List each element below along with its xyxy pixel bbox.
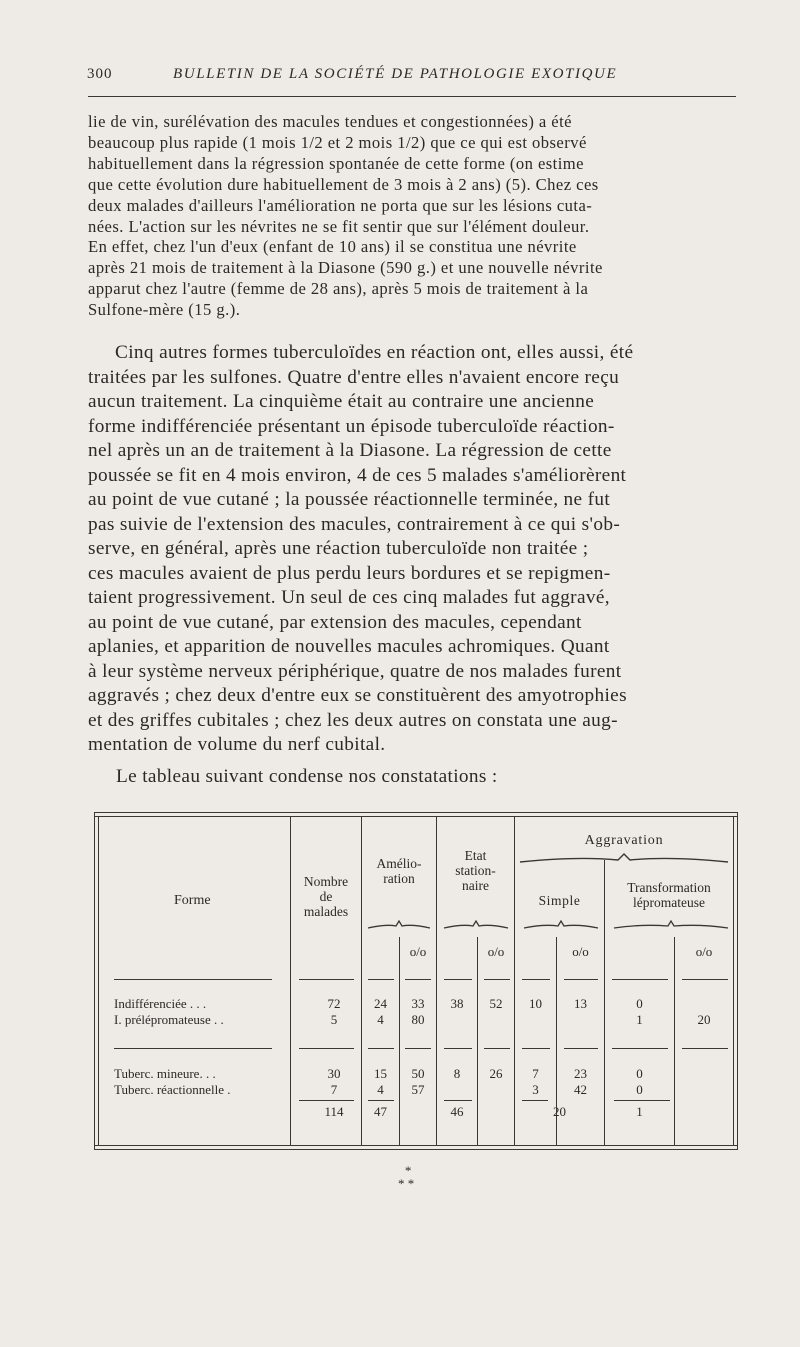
header-transformation-line: Transformation bbox=[627, 880, 711, 895]
total-sep bbox=[614, 1100, 670, 1101]
text-line: pas suivie de l'extension des macules, contrairement à ce qui s'ob- bbox=[88, 513, 621, 535]
text-line: que cette évolution dure habituellement de 3 mois à 2 ans) (5). Chez ces bbox=[88, 174, 599, 194]
amelioration-brace bbox=[366, 918, 432, 930]
cell-simple-pct: 13 bbox=[574, 996, 587, 1011]
subcol-sep bbox=[674, 937, 675, 1145]
cell-nombre: 5 bbox=[330, 1012, 338, 1027]
paragraph-1 bbox=[88, 112, 733, 321]
header-simple: Simple bbox=[538, 893, 581, 908]
results-table bbox=[94, 812, 738, 1150]
row-sep bbox=[444, 1048, 472, 1049]
cell-transf-pct: 20 bbox=[697, 1012, 711, 1027]
text-line: ces macules avaient de plus perdu leurs bordures et se repigmen- bbox=[88, 562, 611, 584]
text-line: taient progressivement. Un seul de ces cinq malades fut aggravé, bbox=[88, 587, 610, 608]
cell-simple: 7 bbox=[532, 1066, 539, 1081]
col-sep bbox=[290, 816, 291, 1145]
header-amelioration-line: ration bbox=[383, 871, 415, 886]
cell-amel: 24 bbox=[374, 996, 387, 1011]
cell-amel: 4 bbox=[377, 1012, 384, 1027]
cell-etat-pct: 52 bbox=[489, 996, 503, 1011]
cell-transf: 0 bbox=[636, 996, 643, 1011]
row-sep bbox=[612, 1048, 668, 1049]
row-sep bbox=[368, 979, 394, 980]
row-label: I. prélépromateuse . . bbox=[114, 1012, 224, 1027]
text-line: aggravés ; chez deux d'entre eux se constituèrent des amyotrophies bbox=[88, 685, 627, 706]
header-etat-line: naire bbox=[462, 878, 489, 893]
header-aggravation: Aggravation bbox=[584, 833, 664, 848]
row-sep bbox=[564, 1048, 598, 1049]
asterism-top: * bbox=[404, 1163, 412, 1178]
running-title: BULLETIN DE LA SOCIÉTÉ DE PATHOLOGIE EXOTIQUE bbox=[173, 66, 618, 82]
text-line: au point de vue cutané, par extension des macules, cependant bbox=[88, 611, 582, 633]
header-transformation bbox=[605, 880, 733, 910]
total-sep bbox=[368, 1100, 394, 1101]
total-etat: 46 bbox=[450, 1104, 464, 1119]
total-nombre: 114 bbox=[324, 1104, 344, 1119]
text-line: poussée se fit en 4 mois environ, 4 de ces 5 malades s'améliorèrent bbox=[88, 464, 627, 486]
text-line: En effet, chez l'un d'eux (enfant de 10 ans) il se constitua une névrite bbox=[88, 237, 577, 257]
text-line: au point de vue cutané ; la poussée réactionnelle terminée, ne fut bbox=[88, 489, 611, 510]
cell-transf: 0 bbox=[636, 1066, 643, 1081]
row-sep bbox=[368, 1048, 394, 1049]
etat-brace bbox=[442, 918, 510, 930]
row-sep bbox=[522, 1048, 550, 1049]
row-sep bbox=[114, 979, 272, 980]
header-etat-line: Etat bbox=[464, 848, 487, 863]
pct-header: o/o bbox=[695, 944, 713, 959]
cell-simple: 10 bbox=[529, 996, 542, 1011]
row-sep bbox=[299, 1048, 354, 1049]
text-line: habituellement dans la régression spontanée de cette forme (on estime bbox=[88, 153, 584, 173]
cell-nombre: 72 bbox=[327, 996, 341, 1011]
cell-nombre: 7 bbox=[330, 1082, 338, 1097]
asterism-bottom: * * bbox=[398, 1176, 415, 1191]
cell-amel-pct: 80 bbox=[411, 1012, 425, 1027]
row-sep bbox=[612, 979, 668, 980]
header-etat bbox=[437, 848, 514, 893]
header-amelioration-line: Amélio- bbox=[376, 856, 422, 871]
cell-transf: 0 bbox=[636, 1082, 643, 1097]
table-border-right bbox=[737, 812, 738, 1150]
row-sep bbox=[484, 1048, 510, 1049]
total-sep bbox=[299, 1100, 354, 1101]
header-transformation-line: lépromateuse bbox=[633, 895, 705, 910]
text-line: Cinq autres formes tuberculoïdes en réaction ont, elles aussi, été bbox=[115, 342, 634, 363]
row-sep bbox=[299, 979, 354, 980]
total-sep bbox=[444, 1100, 472, 1101]
text-line: deux malades d'ailleurs l'amélioration ne porta que sur les lésions cuta- bbox=[88, 195, 593, 215]
pct-header: o/o bbox=[572, 944, 589, 959]
text-line: beaucoup plus rapide (1 mois 1/2 et 2 mois 1/2) que ce qui est observé bbox=[88, 132, 587, 152]
text-line: Le tableau suivant condense nos constatations : bbox=[116, 766, 498, 787]
pct-header: o/o bbox=[487, 944, 505, 959]
table-border-top-inner bbox=[94, 816, 738, 817]
cell-etat: 8 bbox=[453, 1066, 461, 1081]
text-line: aucun traitement. La cinquième était au contraire une ancienne bbox=[88, 391, 595, 412]
paragraph-2 bbox=[88, 341, 738, 758]
header-nombre-line: de bbox=[319, 889, 333, 904]
total-amel: 47 bbox=[374, 1104, 387, 1119]
subcol-sep bbox=[477, 937, 478, 1145]
cell-etat-pct: 26 bbox=[489, 1066, 503, 1081]
row-sep bbox=[114, 1048, 272, 1049]
cell-transf: 1 bbox=[636, 1012, 643, 1027]
header-nombre-line: malades bbox=[303, 904, 349, 919]
text-line: nées. L'action sur les névrites ne se fit sentir que sur l'élément douleur. bbox=[88, 216, 590, 236]
subcol-sep bbox=[399, 937, 400, 1145]
text-line: après 21 mois de traitement à la Diasone (590 g.) et une nouvelle névrite bbox=[88, 258, 603, 278]
table-border-right-inner bbox=[733, 816, 734, 1146]
page-header bbox=[87, 66, 735, 90]
simple-brace bbox=[522, 918, 600, 930]
page-number: 300 bbox=[87, 66, 113, 82]
row-sep bbox=[405, 979, 431, 980]
cell-amel: 15 bbox=[374, 1066, 387, 1081]
pct-header: o/o bbox=[409, 944, 427, 959]
cell-nombre: 30 bbox=[327, 1066, 341, 1081]
transformation-brace bbox=[612, 918, 730, 930]
text-line: mentation de volume du nerf cubital. bbox=[88, 734, 386, 755]
text-line: lie de vin, surélévation des macules tendues et congestionnées) a été bbox=[88, 112, 572, 131]
cell-simple-pct: 23 bbox=[574, 1066, 587, 1081]
text-line: à leur système nerveux périphérique, quatre de nos malades furent bbox=[88, 660, 622, 682]
row-sep bbox=[682, 1048, 728, 1049]
cell-amel-pct: 50 bbox=[411, 1066, 425, 1081]
row-sep bbox=[522, 979, 550, 980]
table-border-left bbox=[94, 812, 95, 1150]
header-forme: Forme bbox=[174, 893, 211, 908]
text-line: nel après un an de traitement à la Diasone. La régression de cette bbox=[88, 440, 612, 461]
row-label: Tuberc. réactionnelle . bbox=[114, 1082, 231, 1097]
cell-simple-pct: 42 bbox=[574, 1082, 587, 1097]
row-sep bbox=[405, 1048, 431, 1049]
cell-etat: 38 bbox=[450, 996, 464, 1011]
text-line: apparut chez l'autre (femme de 28 ans), après 5 mois de traitement à la bbox=[88, 279, 589, 299]
total-transf: 1 bbox=[636, 1104, 643, 1119]
total-sep bbox=[522, 1100, 548, 1101]
cell-simple: 3 bbox=[532, 1082, 539, 1097]
aggravation-brace bbox=[518, 852, 730, 866]
text-line: traitées par les sulfones. Quatre d'entre elles n'avaient encore reçu bbox=[88, 366, 620, 388]
row-label: Indifférenciée . . . bbox=[114, 996, 207, 1011]
cell-amel-pct: 57 bbox=[411, 1082, 425, 1097]
row-sep bbox=[444, 979, 472, 980]
table-border-top bbox=[94, 812, 738, 813]
table-border-bottom bbox=[94, 1145, 738, 1146]
asterism bbox=[398, 1163, 415, 1191]
header-amelioration bbox=[362, 856, 436, 886]
table-border-bottom-inner bbox=[94, 1149, 738, 1150]
total-simple: 20 bbox=[553, 1104, 566, 1119]
header-nombre-line: Nombre bbox=[303, 874, 349, 889]
text-line: aplanies, et apparition de nouvelles macules achromiques. Quant bbox=[88, 636, 610, 657]
cell-amel-pct: 33 bbox=[411, 996, 425, 1011]
cell-amel: 4 bbox=[377, 1082, 384, 1097]
row-sep bbox=[682, 979, 728, 980]
row-sep bbox=[564, 979, 598, 980]
table-border-left-inner bbox=[98, 816, 99, 1146]
text-line: serve, en général, après une réaction tuberculoïde non traitée ; bbox=[88, 538, 589, 559]
row-label: Tuberc. mineure. . . bbox=[114, 1066, 216, 1081]
paragraph-3 bbox=[116, 765, 498, 790]
text-line: Sulfone-mère (15 g.). bbox=[88, 300, 241, 320]
header-rule bbox=[88, 96, 736, 97]
header-nombre bbox=[291, 874, 361, 919]
header-etat-line: station- bbox=[455, 863, 496, 878]
text-line: forme indifférenciée présentant un épisode tuberculoïde réaction- bbox=[88, 415, 615, 437]
row-sep bbox=[484, 979, 510, 980]
text-line: et des griffes cubitales ; chez les deux autres on constata une aug- bbox=[88, 709, 618, 731]
